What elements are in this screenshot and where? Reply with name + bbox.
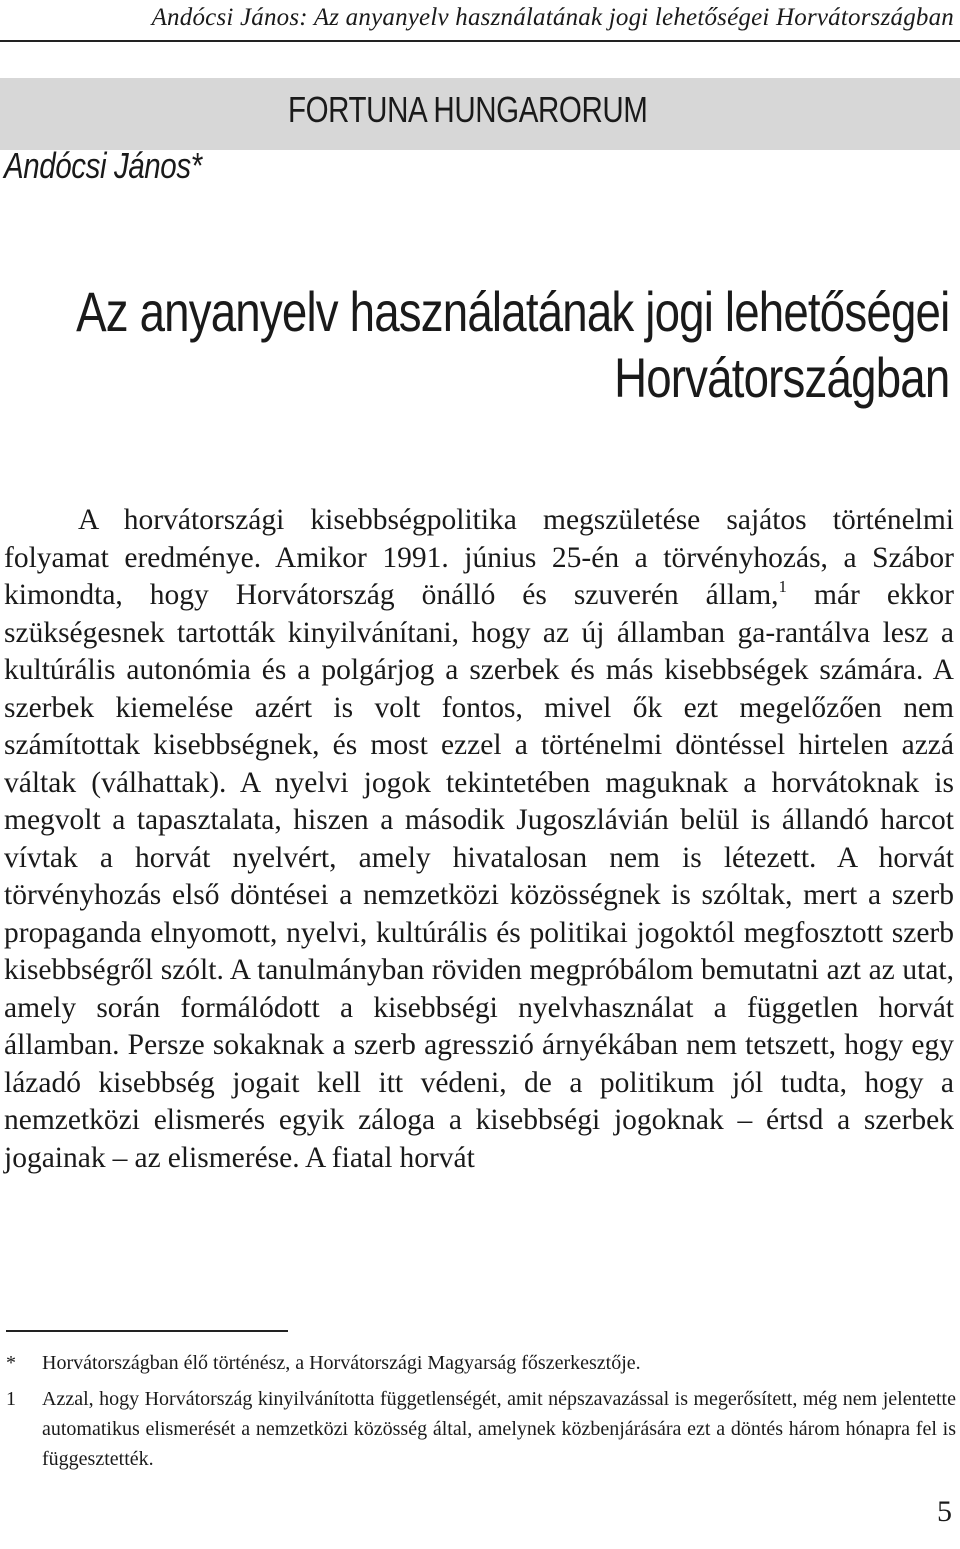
- footnote-divider: [6, 1330, 288, 1332]
- author-name: Andócsi János*: [4, 145, 202, 186]
- footnote-text: Horvátországban élő történész, a Horvátországi Magyarság főszerkesztője.: [42, 1352, 641, 1374]
- footnote-mark: *: [6, 1352, 16, 1374]
- body-text-part-1: A horvátországi kisebbségpolitika megszületése sajátos történelmi folyamat eredménye. Amikor 1991. június 25-én a törvényhozás, a Szábor kimondta, hogy Horvátország önálló és szuverén állam,: [4, 504, 954, 611]
- journal-title: FORTUNA HUNGARORUM: [288, 89, 648, 130]
- page-number: 5: [937, 1495, 952, 1528]
- article-title-line-1: Az anyanyelv használatának jogi lehetőségei: [76, 280, 950, 343]
- article-title-line-2: Horvátországban: [614, 346, 950, 409]
- footnote-text: Azzal, hogy Horvátország kinyilvánította függetlenségét, amit népszavazással is megerősített, még nem jelentette automatikus elismerését a nemzetközi közösség által, amelynek közbenjárására ezt a döntés három hónapra fel is függesztették.: [42, 1388, 956, 1470]
- footnote-reference[interactable]: 1: [778, 577, 788, 596]
- body-text-part-2: már ekkor szükségesnek tartották kinyilvánítani, hogy az új államban ga-rantálva lesz a kultúrális autonómia és a polgárjog a szerbek és más kisebbségek számára. A szerbek kiemelése azért is volt fontos, mivel ők ezt megelőzően nem számítottak kisebbségnek, és most ezzel a történelmi döntéssel hirtelen azzá váltak (válhattak). A nyelvi jogok tekintetében maguknak a horvátoknak is megvolt a tapasztalata, hiszen a második Jugoszlávián belül is állandó harcot vívtak a horvát nyelvért, amely hivatalosan nem is létezett. A horvát törvényhozás első döntései a nemzetközi közösségnek is szóltak, mert a szerb propaganda elnyomott, nyelvi, kultúrális és politikai jogoktól megfosztott szerb kisebbségről szólt. A tanulmányban röviden megpróbálom bemutatni azt az utat, amely során formálódott a kisebbségi nyelvhasználat a független horvát államban. Persze sokaknak a szerb agresszió árnyékában nem tetszett, hogy egy lázadó kisebbség jogait kell itt védeni, de a politikum jól tudta, hogy a nemzetközi elismerés egyik záloga a kisebbségi jogoknak – értsd a szerbek jogainak – az elismerése. A fiatal horvát: [4, 579, 954, 1174]
- footnote-author: [6, 1348, 956, 1378]
- footnote-1: [6, 1384, 956, 1474]
- running-head: Andócsi János: Az anyanyelv használatának jogi lehetőségei Horvátországban: [0, 0, 960, 42]
- footnote-mark: 1: [6, 1388, 16, 1410]
- body-paragraph: [4, 502, 954, 1177]
